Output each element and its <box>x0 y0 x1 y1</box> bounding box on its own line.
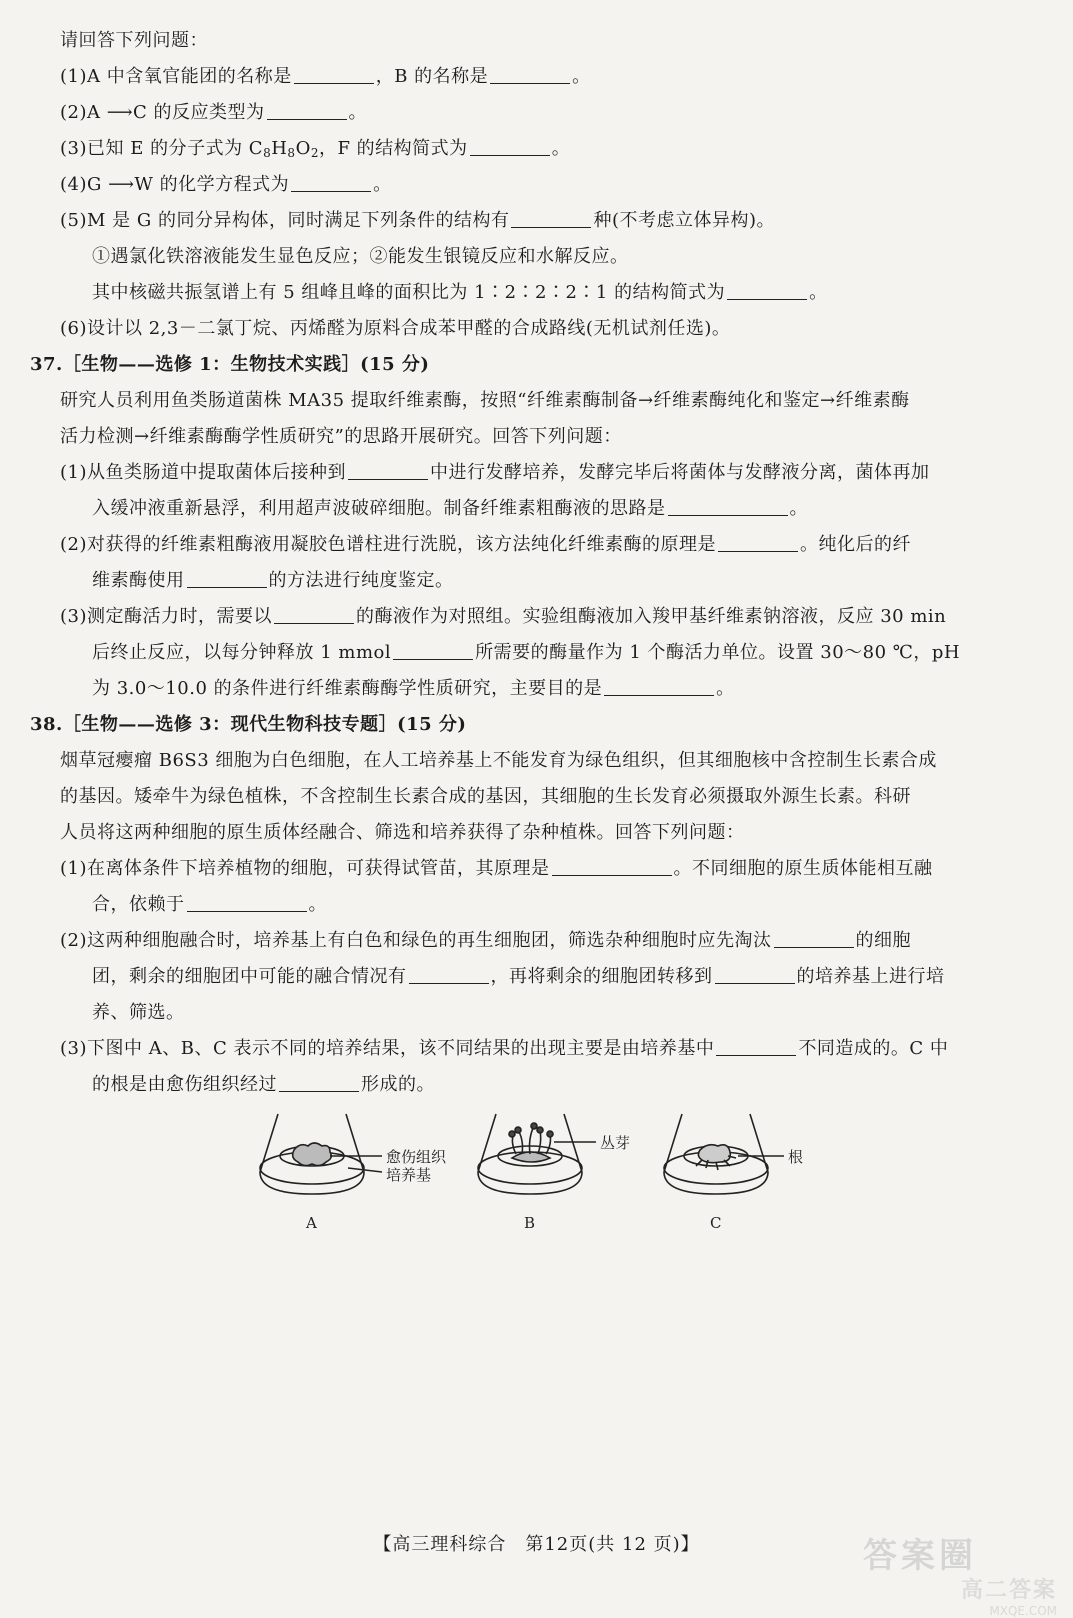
flask-a-label: A <box>306 1214 317 1232</box>
page-footer: 【高三理科综合 第12页(共 12 页)】 <box>373 1534 700 1555</box>
q37-stem-line1: 研究人员利用鱼类肠道菌株 MA35 提取纤维素酶，按照“纤维素酶制备→纤维素酶纯化和鉴定→纤维素酶 <box>60 390 910 411</box>
watermark-sub-text: 高二答案 <box>960 1578 1057 1603</box>
answer-blank[interactable] <box>470 137 550 156</box>
flask-a <box>260 1114 382 1194</box>
q38-part2-line1: (2)这两种细胞融合时，培养基上有白色和绿色的再生细胞团，筛选杂种细胞时应先淘汰 的细胞 <box>60 930 911 951</box>
answer-blank[interactable] <box>267 101 347 120</box>
culture-flasks-figure <box>250 1110 810 1250</box>
q38-stem-line1: 烟草冠瘿瘤 B6S3 细胞为白色细胞，在人工培养基上不能发育为绿色组织，但其细胞核中含控制生长素合成 <box>60 750 937 771</box>
q38-part1-line2: 合，依赖于 。 <box>92 894 327 915</box>
q36-part5: (5)M 是 G 的同分异构体，同时满足下列条件的结构有 种(不考虑立体异构)。 <box>60 210 776 231</box>
q36-part6: (6)设计以 2,3－二氯丁烷、丙烯醛为原料合成苯甲醛的合成路线(无机试剂任选)。 <box>60 318 731 339</box>
answer-blank[interactable] <box>718 533 798 552</box>
q37-heading: 37.［生物——选修 1：生物技术实践］(15 分) <box>30 354 430 375</box>
answer-blank[interactable] <box>187 569 267 588</box>
flask-c-label: C <box>710 1214 722 1232</box>
q37-part2-line1: (2)对获得的纤维素粗酶液用凝胶色谱柱进行洗脱，该方法纯化纤维素酶的原理是 。纯化后的纤 <box>60 534 911 555</box>
answer-blank[interactable] <box>715 965 795 984</box>
answer-blank[interactable] <box>294 65 374 84</box>
label-medium: 培养基 <box>386 1166 432 1184</box>
answer-blank[interactable] <box>348 461 428 480</box>
label-callus: 愈伤组织 <box>386 1148 447 1166</box>
q38-part1-line1: (1)在离体条件下培养植物的细胞，可获得试管苗，其原理是 。不同细胞的原生质体能相互融 <box>60 858 933 879</box>
q37-part1-line2: 入缓冲液重新悬浮，利用超声波破碎细胞。制备纤维素粗酶液的思路是 。 <box>92 498 808 519</box>
q38-stem-line2: 的基因。矮牵牛为绿色植株，不含控制生长素合成的基因，其细胞的生长发育必须摄取外源生长素。科研 <box>60 786 911 807</box>
flask-b-label: B <box>524 1214 536 1232</box>
q36-part1: (1)A 中含氧官能团的名称是 ，B 的名称是 。 <box>60 66 591 87</box>
watermark <box>863 1528 1063 1618</box>
q36-part4: (4)G ⟶W 的化学方程式为 。 <box>60 174 392 195</box>
q36-part2: (2)A ⟶C 的反应类型为 。 <box>60 102 368 123</box>
answer-blank[interactable] <box>774 929 854 948</box>
label-shoots: 丛芽 <box>600 1134 631 1152</box>
q38-part3-line2: 的根是由愈伤组织经过 形成的。 <box>92 1074 435 1095</box>
q38-stem-line3: 人员将这两种细胞的原生质体经融合、筛选和培养获得了杂种植株。回答下列问题： <box>60 822 745 843</box>
q38-part3-line1: (3)下图中 A、B、C 表示不同的培养结果，该不同结果的出现主要是由培养基中 不同造成的。C 中 <box>60 1038 949 1059</box>
watermark-logo-text: 答案圈 <box>863 1536 977 1576</box>
q36-intro: 请回答下列问题： <box>60 30 208 51</box>
q38-part2-line2: 团，剩余的细胞团中可能的融合情况有 ，再将剩余的细胞团转移到 的培养基上进行培 <box>92 966 945 987</box>
q36-part5-conditions: ①遇氯化铁溶液能发生显色反应；②能发生银镜反应和水解反应。 <box>92 246 629 267</box>
answer-blank[interactable] <box>511 209 591 228</box>
flask-c <box>664 1114 784 1194</box>
answer-blank[interactable] <box>274 605 354 624</box>
answer-blank[interactable] <box>291 173 371 192</box>
q38-part2-line3: 养、筛选。 <box>92 1002 185 1023</box>
answer-blank[interactable] <box>604 677 714 696</box>
q37-part3-line1: (3)测定酶活力时，需要以 的酶液作为对照组。实验组酶液加入羧甲基纤维素钠溶液，反应 30 min <box>60 606 947 627</box>
q36-part5-nmr: 其中核磁共振氢谱上有 5 组峰且峰的面积比为 1∶2∶2∶2∶1 的结构简式为 。 <box>92 282 828 303</box>
flask-b <box>478 1114 596 1194</box>
q37-part2-line2: 维素酶使用 的方法进行纯度鉴定。 <box>92 570 454 591</box>
answer-blank[interactable] <box>716 1037 796 1056</box>
answer-blank[interactable] <box>552 857 672 876</box>
watermark-site: MXQE.COM <box>989 1604 1057 1618</box>
q38-heading: 38.［生物——选修 3：现代生物科技专题］(15 分) <box>30 714 467 735</box>
answer-blank[interactable] <box>409 965 489 984</box>
q37-stem-line2: 活力检测→纤维素酶酶学性质研究”的思路开展研究。回答下列问题： <box>60 426 622 447</box>
answer-blank[interactable] <box>393 641 473 660</box>
q37-part1-line1: (1)从鱼类肠道中提取菌体后接种到 中进行发酵培养，发酵完毕后将菌体与发酵液分离，菌体再加 <box>60 462 930 483</box>
answer-blank[interactable] <box>187 893 307 912</box>
answer-blank[interactable] <box>668 497 788 516</box>
q36-part3: (3)已知 E 的分子式为 $C_8H_8O_2$，F 的结构简式为 。 <box>60 138 571 160</box>
q37-part3-line3: 为 3.0～10.0 的条件进行纤维素酶酶学性质研究，主要目的是 。 <box>92 678 735 699</box>
q37-part3-line2: 后终止反应，以每分钟释放 1 mmol 所需要的酶量作为 1 个酶活力单位。设置 30～80 ℃，pH <box>92 642 961 663</box>
label-root: 根 <box>788 1148 804 1166</box>
answer-blank[interactable] <box>279 1073 359 1092</box>
answer-blank[interactable] <box>727 281 807 300</box>
answer-blank[interactable] <box>490 65 570 84</box>
